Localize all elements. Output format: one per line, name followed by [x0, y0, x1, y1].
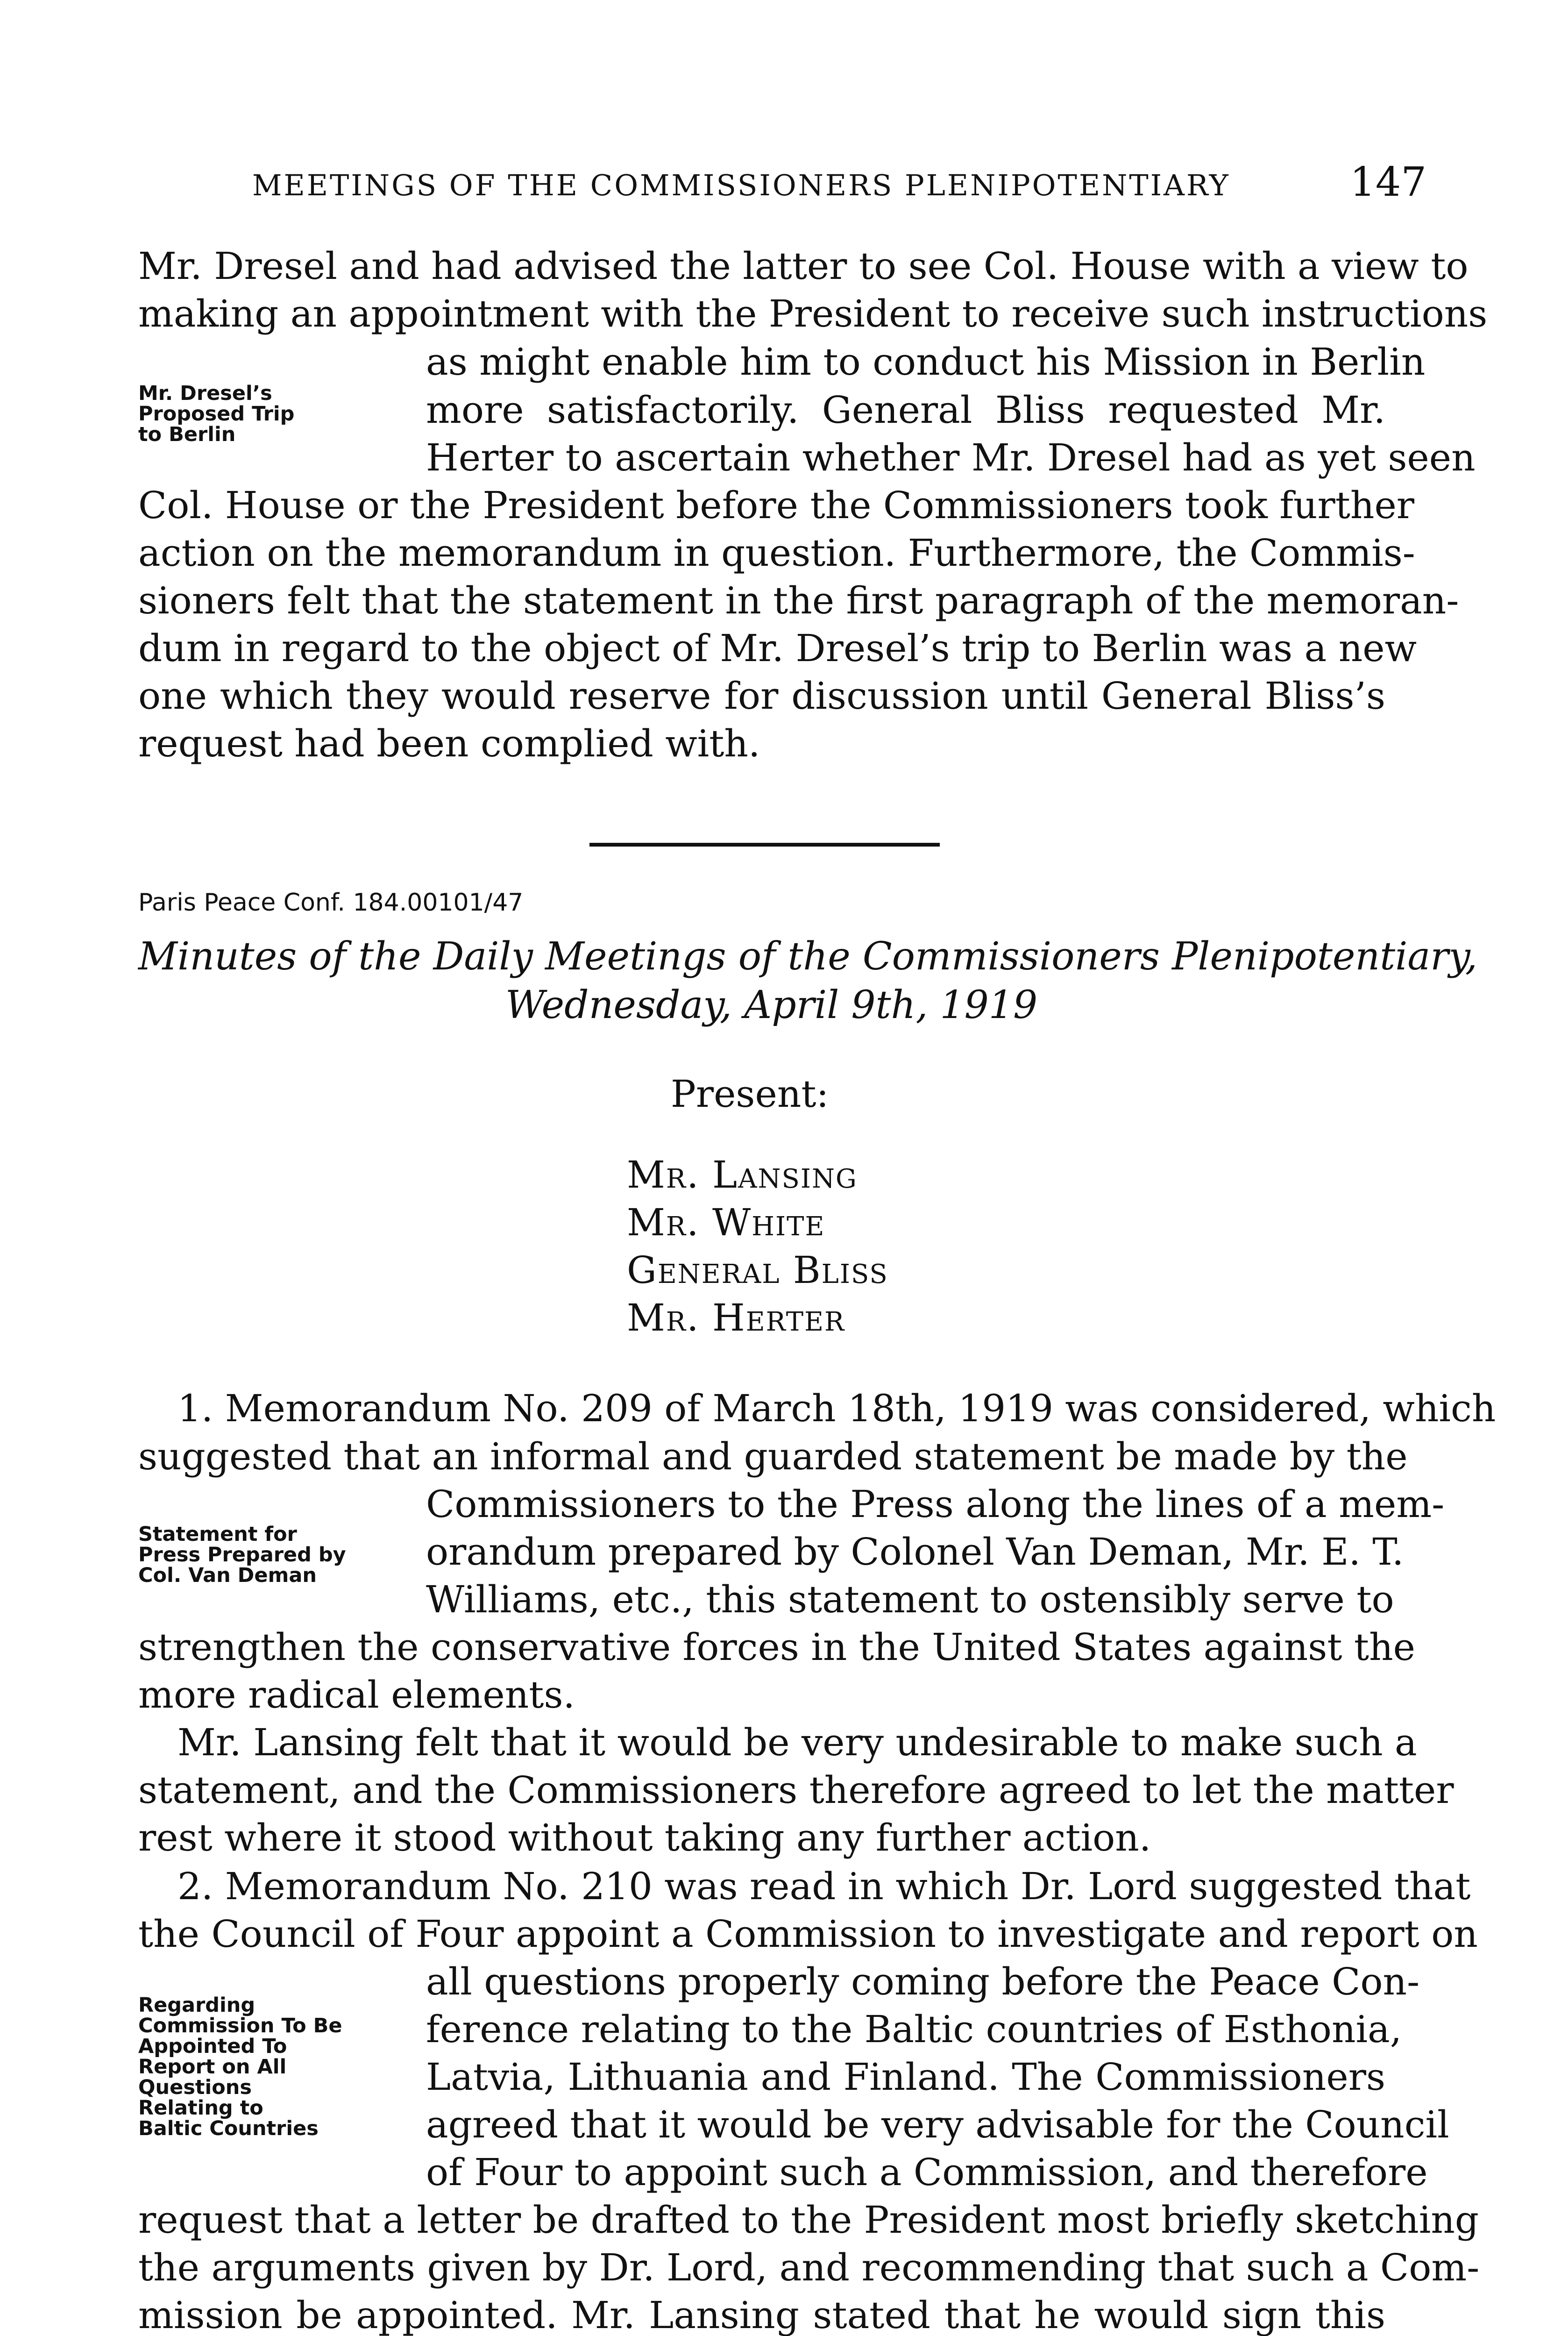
running-header: MEETINGS OF THE COMMISSIONERS PLENIPOTENTIARY [252, 168, 1230, 202]
text-line: Williams, etc., this statement to ostensibly serve to [426, 1578, 1394, 1621]
text-line: as might enable him to conduct his Mission in Berlin [426, 340, 1426, 384]
text-line: the arguments given by Dr. Lord, and recommending that such a Com- [138, 2246, 1480, 2289]
text-line: Commissioners to the Press along the lines of a mem- [426, 1482, 1445, 1526]
text-line: more satisfactorily. General Bliss requested Mr. [426, 388, 1385, 432]
text-line: mission be appointed. Mr. Lansing stated that he would sign this [138, 2293, 1385, 2336]
text-line: of Four to appoint such a Commission, and therefore [426, 2151, 1428, 2194]
text-line: dum in regard to the object of Mr. Dresel’s trip to Berlin was a new [138, 627, 1417, 670]
text-line: Herter to ascertain whether Mr. Dresel had as yet seen [426, 436, 1476, 479]
text-line: Mr. Dresel and had advised the latter to see Col. House with a view to [138, 244, 1469, 288]
text-line: orandum prepared by Colonel Van Deman, Mr. E. T. [426, 1530, 1404, 1574]
attendee: Mr. Lansing [627, 1153, 858, 1196]
text-line: suggested that an informal and guarded statement be made by the [138, 1435, 1408, 1478]
margin-note-line: Mr. Dresel’s [138, 382, 272, 405]
margin-note-line: Appointed To [138, 2035, 287, 2058]
text-line: making an appointment with the President to receive such instructions [138, 292, 1488, 335]
margin-note-line: Baltic Countries [138, 2117, 319, 2140]
text-line: sioners felt that the statement in the first paragraph of the memoran- [138, 579, 1459, 622]
text-line: the Council of Four appoint a Commission to investigate and report on [138, 1912, 1478, 1956]
margin-note [138, 383, 294, 445]
text-line: more radical elements. [138, 1673, 575, 1716]
margin-note-line: Relating to [138, 2096, 263, 2120]
margin-note-line: Commission To Be [138, 2014, 342, 2037]
page-number: 147 [1350, 159, 1427, 206]
margin-note-line: Proposed Trip [138, 402, 295, 426]
text-line: ference relating to the Baltic countries of Esthonia, [426, 2008, 1402, 2051]
text-line: all questions properly coming before the Peace Con- [426, 1960, 1420, 2003]
text-line: request that a letter be drafted to the President most briefly sketching [138, 2198, 1479, 2242]
text-line: Latvia, Lithuania and Finland. The Commissioners [426, 2055, 1385, 2099]
text-line: 2. Memorandum No. 210 was read in which Dr. Lord suggested that [177, 1865, 1471, 1908]
margin-note-line: Questions [138, 2076, 252, 2099]
margin-note-line: Col. Van Deman [138, 1564, 317, 1587]
text-line: one which they would reserve for discussion until General Bliss’s [138, 674, 1385, 718]
text-line: statement, and the Commissioners therefore agreed to let the matter [138, 1768, 1454, 1812]
attendee: General Bliss [627, 1248, 888, 1292]
attendee: Mr. White [627, 1201, 825, 1244]
text-line: strengthen the conservative forces in the United States against the [138, 1625, 1415, 1669]
margin-note-line: Statement for [138, 1523, 297, 1546]
margin-note-line: Press Prepared by [138, 1543, 346, 1567]
minutes-title-line1: Minutes of the Daily Meetings of the Commissioners Plenipotentiary, [138, 934, 1477, 979]
margin-note-line: to Berlin [138, 423, 236, 446]
section-divider [589, 843, 940, 847]
attendee: Mr. Herter [627, 1296, 845, 1339]
text-line: Mr. Lansing felt that it would be very undesirable to make such a [177, 1721, 1417, 1764]
minutes-title-line2: Wednesday, April 9th, 1919 [505, 983, 1038, 1027]
present-label: Present: [671, 1072, 829, 1116]
text-line: agreed that it would be very advisable for the Council [426, 2103, 1449, 2146]
text-line: Col. House or the President before the Commissioners took further [138, 484, 1415, 527]
margin-note [138, 1995, 342, 2139]
margin-note-line: Regarding [138, 1994, 255, 2017]
document-reference: Paris Peace Conf. 184.00101/47 [138, 889, 524, 917]
text-line: request had been complied with. [138, 722, 760, 765]
text-line: rest where it stood without taking any further action. [138, 1816, 1151, 1859]
text-line: action on the memorandum in question. Furthermore, the Commis- [138, 531, 1415, 575]
margin-note [138, 1524, 346, 1586]
margin-note-line: Report on All [138, 2055, 287, 2079]
text-line: 1. Memorandum No. 209 of March 18th, 1919 was considered, which [177, 1387, 1496, 1430]
